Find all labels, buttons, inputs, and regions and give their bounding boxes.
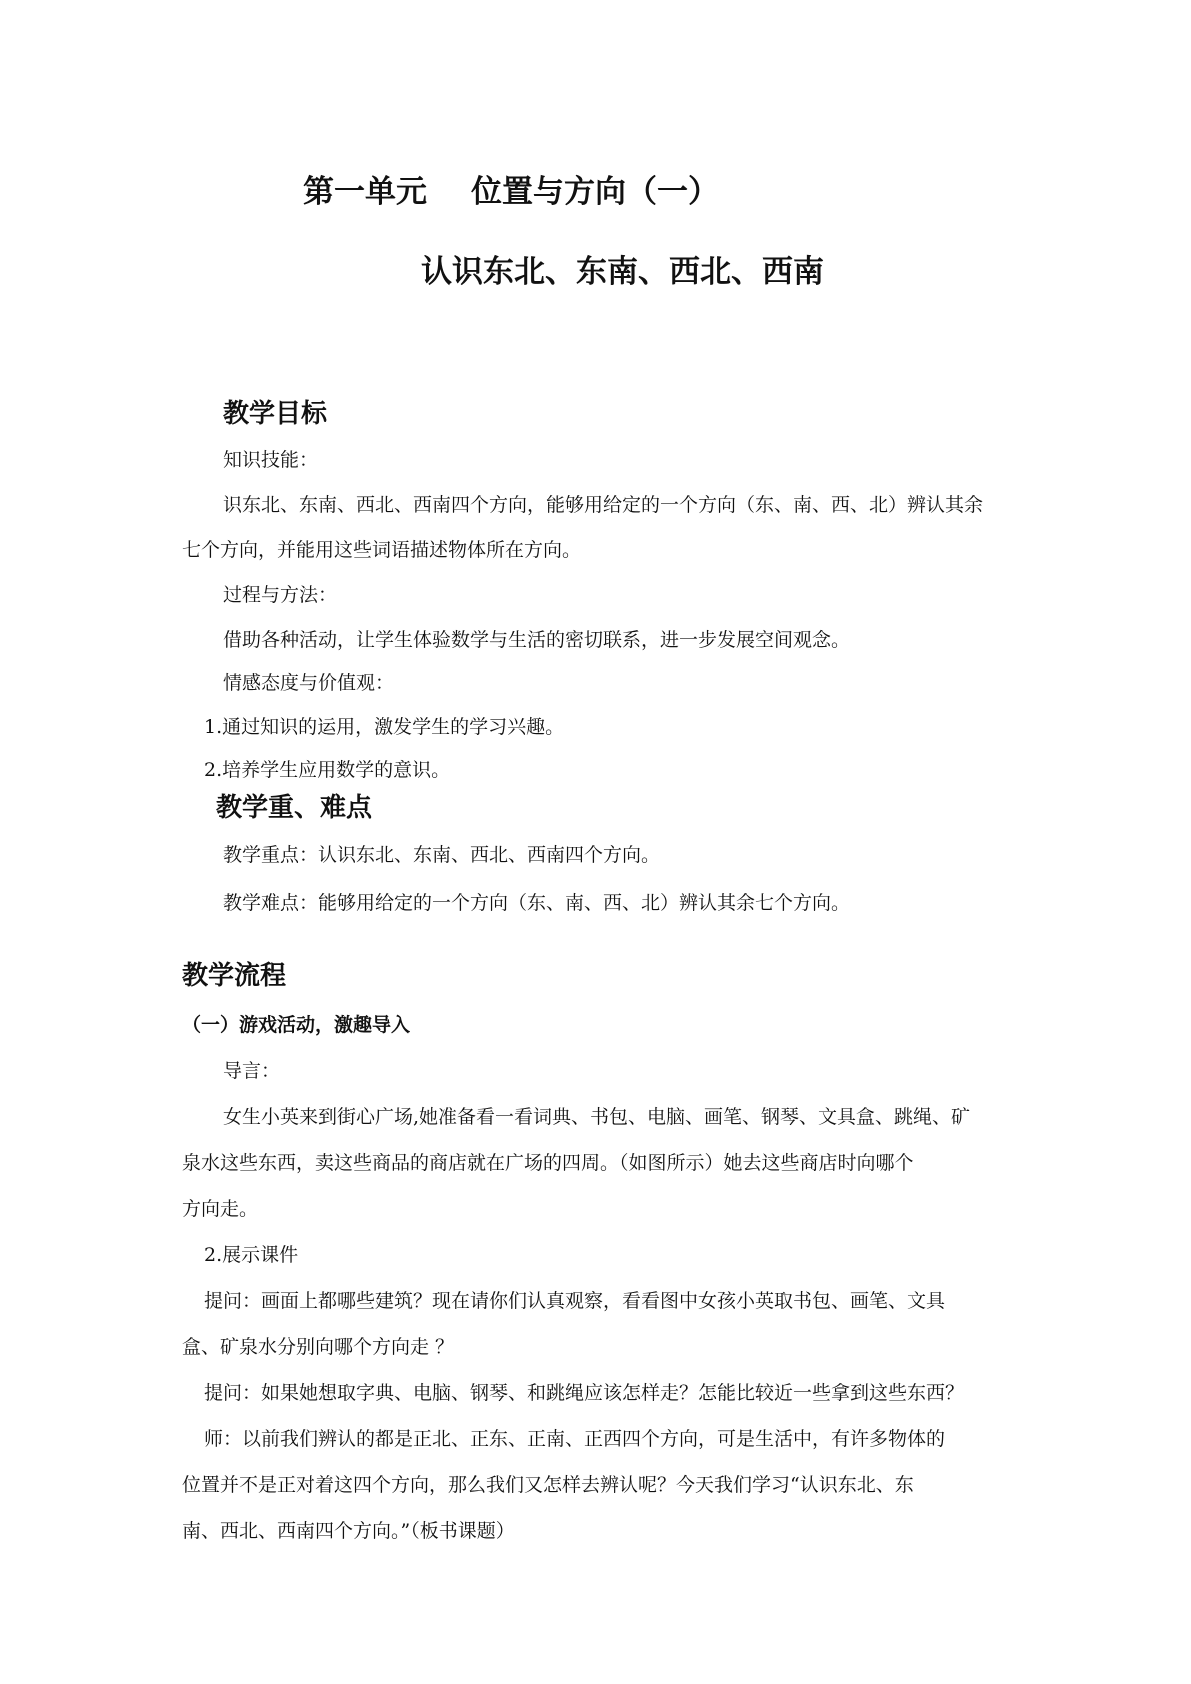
intro-label: 导言： (223, 1060, 281, 1082)
process-methods-text: 借助各种活动，让学生体验数学与生活的密切联系，进一步发展空间观念。 (223, 629, 851, 651)
unit-title (303, 166, 719, 211)
intro-text-line1: 女生小英来到街心广场,她准备看一看词典、书包、电脑、画笔、钢琴、文具盒、跳绳、矿 (223, 1106, 971, 1128)
objectives-heading: 教学目标 (223, 399, 328, 429)
knowledge-skills-text-line1: 识东北、东南、西北、西南四个方向，能够用给定的一个方向（东、南、西、北）辨认其余 (223, 494, 984, 516)
intro-text-line3: 方向走。 (182, 1198, 259, 1220)
emotion-item-2: 2.培养学生应用数学的意识。 (204, 759, 451, 781)
knowledge-skills-text-line2: 七个方向，并能用这些词语描述物体所在方向。 (182, 539, 582, 561)
teacher-text-line2: 位置并不是正对着这四个方向，那么我们又怎样去辨认呢？今天我们学习“认识东北、东 (182, 1474, 914, 1496)
process-heading: 教学流程 (182, 961, 287, 991)
lesson-title: 认识东北、东南、西北、西南 (421, 254, 824, 290)
teacher-text-line1: 师：以前我们辨认的都是正北、正东、正南、正西四个方向，可是生活中，有许多物体的 (204, 1428, 946, 1450)
step1-heading: （一）游戏活动，激趣导入 (182, 1014, 411, 1036)
process-methods-label: 过程与方法： (223, 584, 338, 606)
question1-line1: 提问：画面上都哪些建筑？现在请你们认真观察，看看图中女孩小英取书包、画笔、文具 (204, 1290, 946, 1312)
teaching-difficulty: 教学难点：能够用给定的一个方向（东、南、西、北）辨认其余七个方向。 (223, 892, 851, 914)
knowledge-skills-label: 知识技能： (223, 449, 319, 471)
step2-label: 2.展示课件 (204, 1244, 299, 1266)
teacher-text-line3: 南、西北、西南四个方向。”（板书课题） (182, 1520, 515, 1542)
unit-number: 第一单元 (303, 174, 427, 210)
emotion-item-1: 1.通过知识的运用，激发学生的学习兴趣。 (204, 716, 565, 738)
question2: 提问：如果她想取字典、电脑、钢琴、和跳绳应该怎样走？怎能比较近一些拿到这些东西？ (204, 1382, 965, 1404)
teaching-focus: 教学重点：认识东北、东南、西北、西南四个方向。 (223, 844, 661, 866)
question1-line2: 盒、矿泉水分别向哪个方向走 ？ (182, 1336, 455, 1358)
intro-text-line2: 泉水这些东西，卖这些商品的商店就在广场的四周。（如图所示）她去这些商店时向哪个 (182, 1152, 914, 1174)
key-points-heading: 教学重、难点 (216, 793, 373, 823)
unit-topic: 位置与方向（一） (471, 174, 719, 210)
emotion-values-label: 情感态度与价值观： (223, 672, 395, 694)
